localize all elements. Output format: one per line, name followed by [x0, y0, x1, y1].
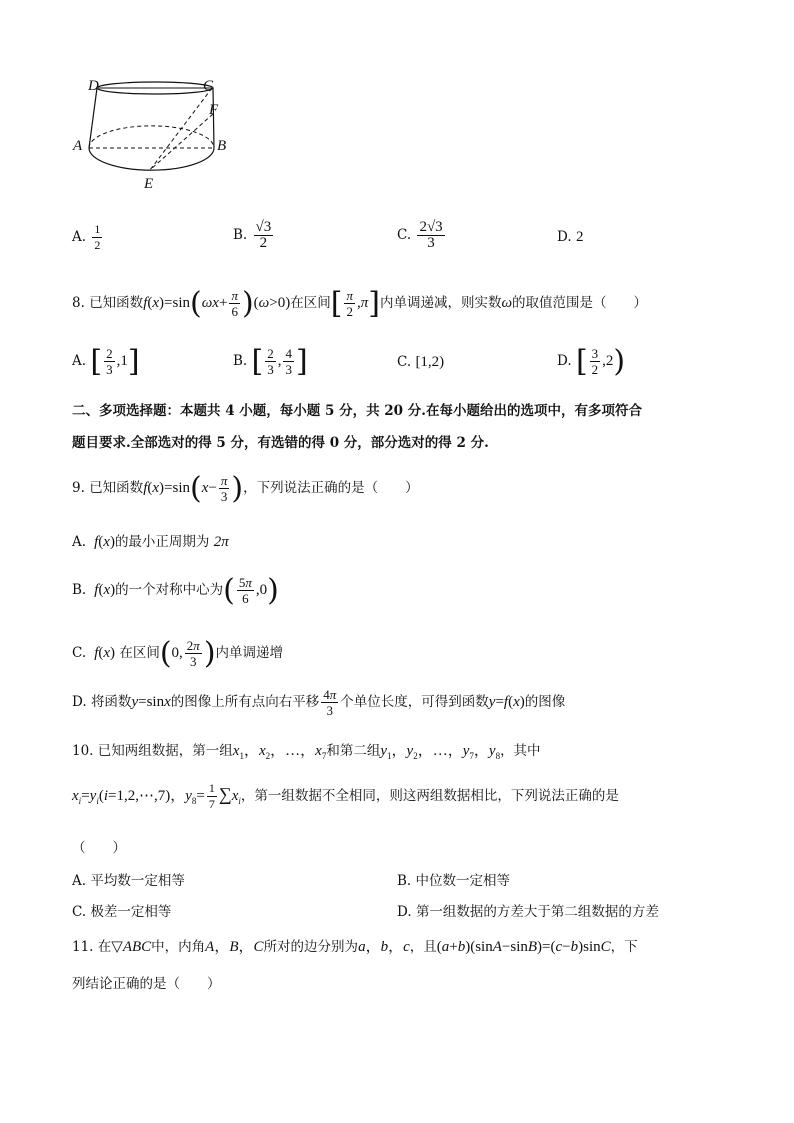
label-E: E — [144, 176, 154, 192]
q9-option-c[interactable]: C. f(x) 在区间(0, $\frac{2\pi}{3}$ )内单调递增 — [72, 636, 284, 671]
q7-option-b[interactable] — [233, 220, 275, 251]
label-D: D — [88, 78, 99, 94]
fraction: $\frac{√3}{2}$ — [255, 219, 272, 251]
q8-option-b[interactable]: B. [ $\frac{2}{3}$ , $\frac{4}{3}$ ] — [233, 344, 308, 379]
q7-option-d[interactable] — [557, 229, 583, 246]
label-B: B — [217, 138, 227, 154]
option-value: 2 — [575, 229, 584, 245]
option-letter: C. — [397, 227, 412, 243]
q10-option-a[interactable]: A. 平均数一定相等 — [72, 873, 185, 889]
q10-option-b[interactable]: B. 中位数一定相等 — [397, 873, 511, 889]
section-heading-line2: 题目要求.全部选对的得 5 分，有选错的得 0 分，部分选对的得 2 分. — [72, 435, 489, 451]
q9-option-a[interactable]: A. f(x)的最小正周期为 2π — [72, 534, 229, 550]
q7-option-a[interactable] — [72, 222, 104, 253]
q10-option-d[interactable]: D. 第一组数据的方差大于第二组数据的方差 — [397, 904, 659, 920]
label-A: A — [73, 138, 83, 154]
label-C: C — [203, 78, 214, 94]
q10-option-c[interactable]: C. 极差一定相等 — [72, 904, 172, 920]
label-F: F — [209, 102, 219, 118]
option-letter: D. — [557, 229, 572, 245]
q8-stem: 8. 已知函数f(x)=sin(ωx+ $\frac{\pi}{6}$ )(ω>0)在区间[ $\frac{\pi}{2}$ ,π]内单调递减，则实数ω的取值范围是（ ） — [72, 286, 648, 321]
fraction: $\frac{2√3}{3}$ — [419, 219, 443, 251]
q8-option-d[interactable]: D. [ $\frac{3}{2}$ ,2) — [557, 344, 626, 379]
section-heading-line1: 二、多项选择题：本题共 4 小题，每小题 5 分，共 20 分.在每小题给出的选项中，有多项符合 — [72, 403, 642, 419]
q10-stem-line1: 10. 已知两组数据，第一组$x_1$，$x_2$，…，$x_7$和第二组$y_1$，$y_2$，…，$y_7$，$y_8$，其中 — [72, 743, 541, 761]
q7-option-c[interactable] — [397, 220, 447, 251]
q10-answer-paren: （ ） — [72, 840, 126, 856]
option-letter: A. — [72, 229, 87, 245]
q9-option-d[interactable]: D. 将函数y=sinx的图像上所有点向右平移 $\frac{4\pi}{3}$ 个单位长度，可得到函数y=f(x)的图像 — [72, 687, 566, 718]
frustum-figure — [70, 72, 240, 202]
q9-stem: 9. 已知函数f(x)=sin(x− $\frac{\pi}{3}$ )，下列说法正确的是（ ） — [72, 471, 419, 506]
q9-option-b[interactable]: B. f(x)的一个对称中心为( $\frac{5\pi}{6}$ ,0) — [72, 573, 279, 608]
q8-option-c[interactable]: C. [1,2) — [397, 354, 445, 370]
option-letter: B. — [233, 227, 248, 243]
q10-stem-line2: $x_i=y_i(i=1,2,\cdots,7)$，$y_8=$ $\frac{1}{7}$ $\sum x_i$，第一组数据不全相同，则这两组数据相比，下列说法正确的是 — [72, 781, 619, 811]
q8-option-a[interactable]: A. [ $\frac{2}{3}$ ,1] — [72, 344, 140, 379]
q11-stem-line1: 11. 在▽ABC中，内角A，B，C所对的边分别为a，b，c，且(a+b)(sinA−sinB)=(c−b)sinC，下 — [72, 939, 638, 955]
q11-stem-line2: 列结论正确的是（ ） — [72, 976, 221, 992]
fraction: $\frac{1}{2}$ — [94, 222, 101, 252]
